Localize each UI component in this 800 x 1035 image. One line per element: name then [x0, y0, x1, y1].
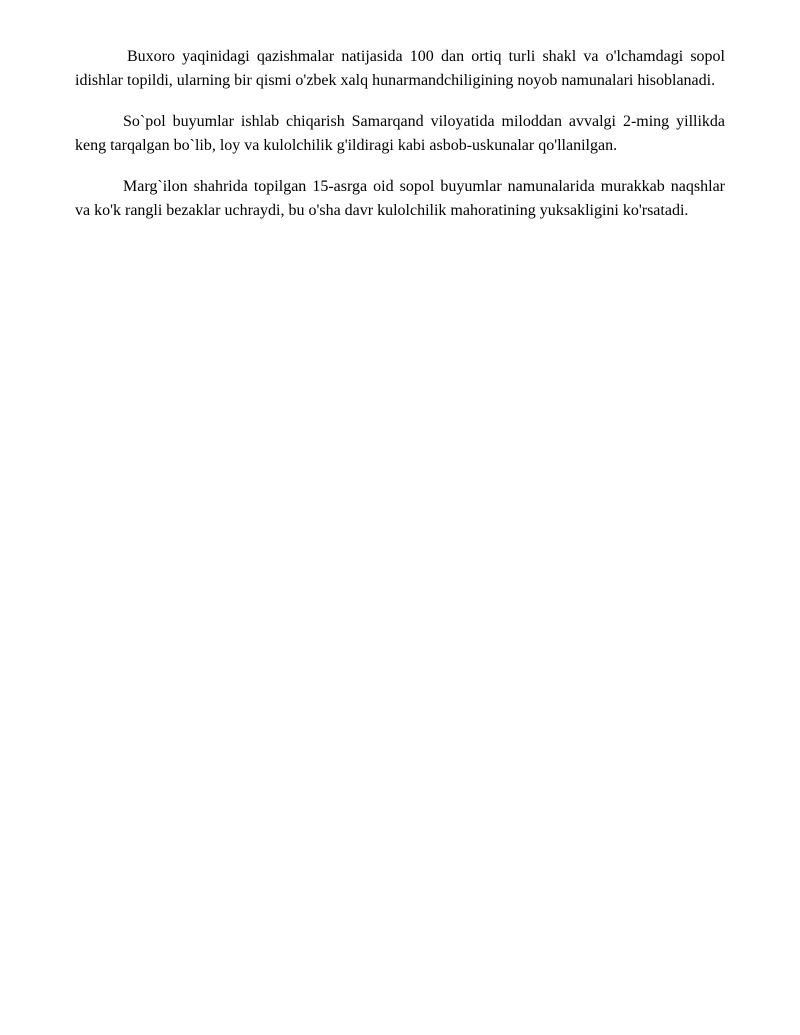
paragraph-3: Marg`ilon shahrida topilgan 15-asrga oid sopol buyumlar namunalarida murakkab naqshlar va ko'k rangli bezaklar uchraydi, bu o'sha davr kulolchilik mahoratining yuksakligini ko'rsatadi. [75, 178, 725, 219]
document-body [75, 45, 725, 240]
paragraph-1: Buxoro yaqinidagi qazishmalar natijasida 100 dan ortiq turli shakl va o'lchamdagi sopol idishlar topildi, ularning bir qismi o'zbek xalq hunarmandchiligining noyob namunalari hisoblanadi. [75, 48, 725, 89]
paragraph-2: So`pol buyumlar ishlab chiqarish Samarqand viloyatida miloddan avvalgi 2-ming yillikda keng tarqalgan bo`lib, loy va kulolchilik g'ildiragi kabi asbob-uskunalar qo'llanilgan. [75, 113, 725, 154]
